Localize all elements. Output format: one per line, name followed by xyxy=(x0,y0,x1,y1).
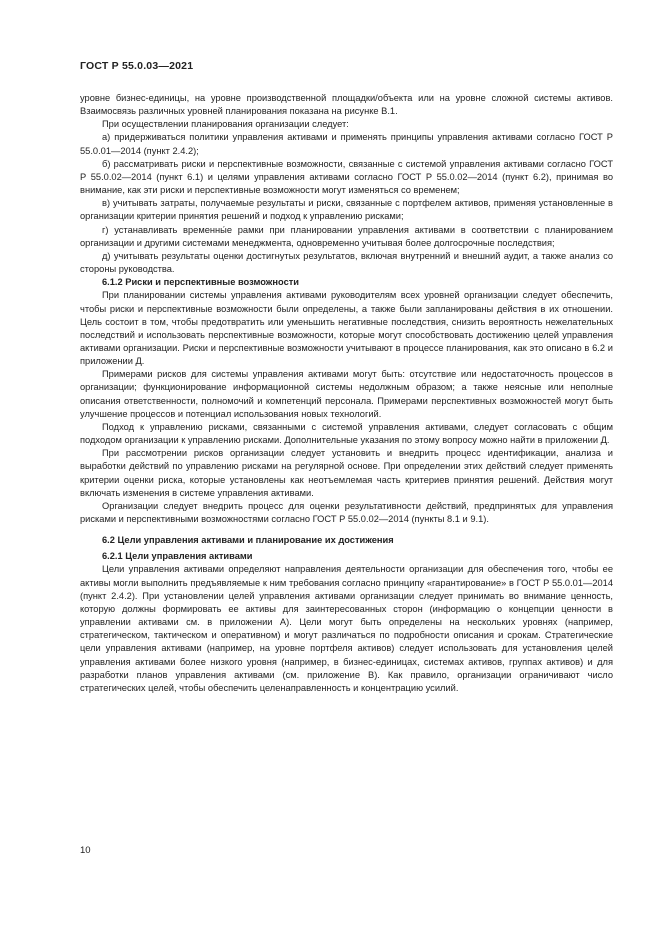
section-heading: 6.1.2 Риски и перспективные возможности xyxy=(102,277,300,288)
list-item: а) придерживаться политики управления активами и применять принципы управления активами согласно ГОСТ Р 55.0.01—2014 (пункт 2.4.2); xyxy=(80,132,613,156)
paragraph: Организации следует внедрить процесс для оценки результативности действий, предпринятых для управления рисками и перспективными возможностями согласно ГОСТ Р 55.0.02—2014 (пункты 8.1 и 9.1). xyxy=(80,500,613,524)
paragraph: Подход к управлению рисками, связанными с системой управления активами, следует согласовать с общим подходом организации к управлению рисками. Дополнительные указания по этому вопросу можно найти в приложении Д. xyxy=(80,421,613,446)
list-item: б) рассматривать риски и перспективные возможности, связанные с системой управления активами согласно ГОСТ Р 55.0.02—2014 (пункт 6.1) и целями управления активами согласно ГОСТ Р 55.0.02—2014 (пункт 6.2), принимая во внимание, как эти риски и перспективные возможности могут изменяться со временем; xyxy=(80,158,613,196)
section-heading: 6.2 Цели управления активами и планирование их достижения xyxy=(102,535,394,546)
paragraph: Цели управления активами определяют направления деятельности организации для обеспечения того, чтобы ее активы могли выполнить предъявляемые к ним требования согласно принципу «гарантирование» в ГОСТ Р 55.0.01—2014 (пункт 2.4.2). При установлении целей управления активами организации следует принимать во внимание ценность, которую должны формировать ее активы для заинтересованных сторон (информацию о концепции ценности в управлении активами см. в приложении А). Цели могут быть определены на нескольких уровнях (например, стратегическом, тактическом и оперативном) и могут различаться по подробности описания и срокам. Стратегические цели управления активами (например, на уровне портфеля активов) следует использовать для установления целей управления активами более низкого уровня (например, в бизнес-единицах, системах активов, группах активов) и для разработки планов управления активами (см. приложение В). Как правило, организации ограничивают число стратегических целей, чтобы обеспечить целенаправленность и концентрацию усилий. xyxy=(80,564,613,693)
document-header: ГОСТ Р 55.0.03—2021 xyxy=(80,60,194,72)
list-item: г) устанавливать временны́е рамки при планировании управления активами в соответствии с планированием организации и другими системами менеджмента, одновременно учитывая более долгосрочные последствия; xyxy=(80,224,613,248)
section-heading: 6.2.1 Цели управления активами xyxy=(102,551,253,562)
list-item: д) учитывать результаты оценки достигнутых результатов, включая внутренний и внешний аудит, а также анализ со стороны руководства. xyxy=(80,250,613,275)
paragraph: уровне бизнес-единицы, на уровне производственной площадки/объекта или на уровне сложной системы активов. Взаимосвязь различных уровней планирования показана на рисунке В.1. xyxy=(80,93,613,117)
paragraph: При рассмотрении рисков организации следует установить и внедрить процесс идентификации, анализа и выработки действий по управлению рисками на регулярной основе. При определении этих действий следует применять критерии оценки риска, которые установлены как неотъемлемая часть критериев принятия решений. Действия могут включать изменения в системе управления активами. xyxy=(80,448,613,498)
list-item: в) учитывать затраты, получаемые результаты и риски, связанные с портфелем активов, применяя установленные в организации критерии принятия решений и подход к управлению рисками; xyxy=(80,198,613,222)
document-body xyxy=(80,92,613,695)
page-number: 10 xyxy=(80,845,91,856)
paragraph: При осуществлении планирования организации следует: xyxy=(102,119,349,130)
paragraph: При планировании системы управления активами руководителям всех уровней организации следует обеспечить, чтобы риски и перспективные возможности были определены, а также были запланированы действия в их отношении. Цель состоит в том, чтобы предотвратить или уменьшить негативные последствия, снизить вероятность нежелательных последствий и использовать перспективные возможности, которые могут способствовать достижению целей управления активами организации. Риски и перспективные возможности учитывают в процессе планирования, как это описано в 6.2 и приложении Д. xyxy=(80,290,613,367)
paragraph: Примерами рисков для системы управления активами могут быть: отсутствие или недостаточность процессов в организации; функционирование информационной системы недолжным образом; а также неясные или неполные описания ответственности, полномочий и компетенций персонала. Примерами перспективных возможностей могут быть улучшение процессов и потенциал использования новых технологий. xyxy=(80,369,613,419)
